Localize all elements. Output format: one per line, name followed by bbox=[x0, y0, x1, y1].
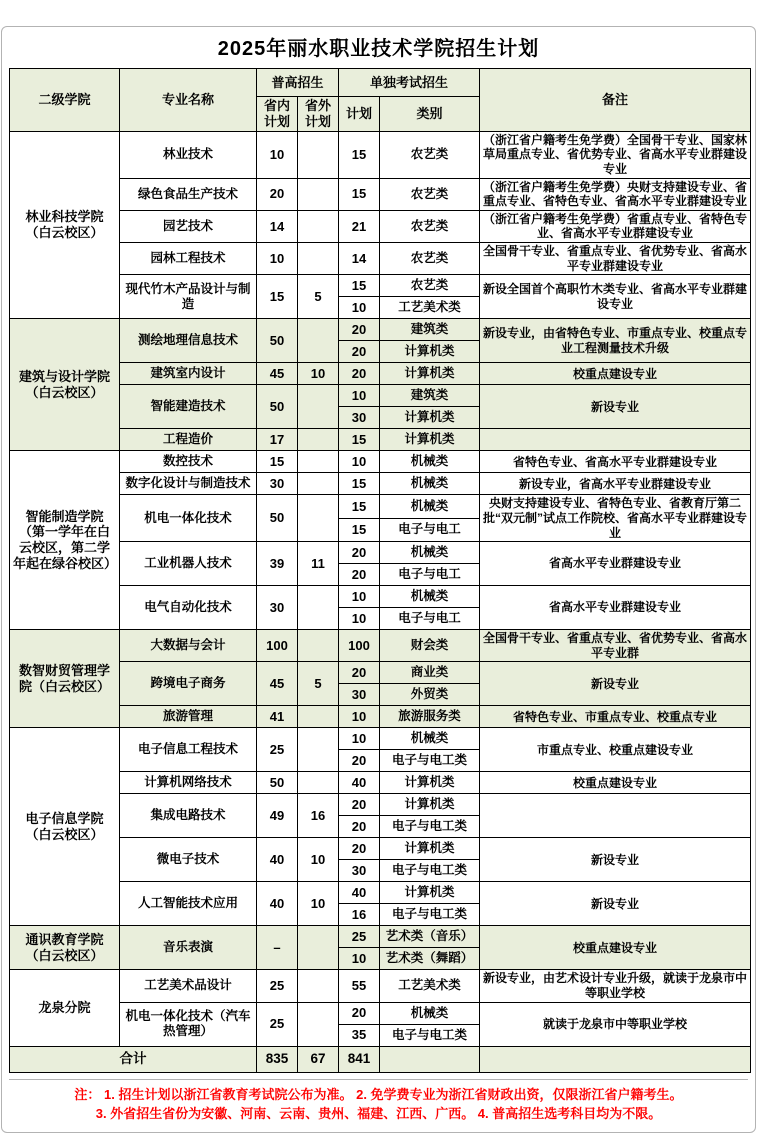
exam-category-cell: 外贸类 bbox=[380, 684, 480, 706]
notes-line-1: 注： 1. 招生计划以浙江省教育考试院公布为准。 2. 免学费专业为浙江省财政出资，仅限浙江省户籍考生。 bbox=[74, 1086, 683, 1102]
exam-plan-cell: 20 bbox=[339, 363, 380, 385]
remark-cell: 新设专业 bbox=[480, 385, 751, 429]
exam-plan-cell: 20 bbox=[339, 341, 380, 363]
exam-category-cell: 计算机类 bbox=[380, 772, 480, 794]
remark-cell: 新设专业 bbox=[480, 662, 751, 706]
header-exam-plan: 计划 bbox=[339, 97, 380, 132]
major-cell: 集成电路技术 bbox=[120, 794, 257, 838]
table-row bbox=[10, 319, 751, 341]
exam-category-cell: 机械类 bbox=[380, 473, 480, 495]
major-cell: 机电一体化技术 bbox=[120, 495, 257, 542]
exam-plan-cell: 25 bbox=[339, 926, 380, 948]
out-province-plan-cell bbox=[298, 429, 339, 451]
out-province-plan-cell bbox=[298, 630, 339, 662]
major-cell: 机电一体化技术（汽车热管理） bbox=[120, 1002, 257, 1046]
exam-plan-cell: 20 bbox=[339, 662, 380, 684]
major-cell: 工艺美术品设计 bbox=[120, 970, 257, 1002]
table-row bbox=[10, 970, 751, 1002]
in-province-plan-cell: 40 bbox=[257, 838, 298, 882]
major-cell: 智能建造技术 bbox=[120, 385, 257, 429]
remark-cell: （浙江省户籍考生免学费）全国骨干专业、国家林草局重点专业、省优势专业、省高水平专业群建设专业 bbox=[480, 131, 751, 178]
remark-cell: （浙江省户籍考生免学费）省重点专业、省特色专业、省高水平专业群建设专业 bbox=[480, 210, 751, 242]
in-province-plan-cell: 25 bbox=[257, 970, 298, 1002]
out-province-plan-cell bbox=[298, 728, 339, 772]
total-in-province-cell: 835 bbox=[257, 1046, 298, 1072]
exam-category-cell: 艺术类（舞蹈） bbox=[380, 948, 480, 970]
out-province-plan-cell: 11 bbox=[298, 542, 339, 586]
in-province-plan-cell: 15 bbox=[257, 275, 298, 319]
header-exam-category: 类别 bbox=[380, 97, 480, 132]
exam-plan-cell: 40 bbox=[339, 882, 380, 904]
remark-cell: （浙江省户籍考生免学费）央财支持建设专业、省重点专业、省特色专业、省高水平专业群建设专业 bbox=[480, 178, 751, 210]
college-cell: 智能制造学院（第一学年在白云校区，第二学年起在绿谷校区） bbox=[10, 451, 120, 630]
exam-plan-cell: 10 bbox=[339, 706, 380, 728]
header-out-province-plan: 省外计划 bbox=[298, 97, 339, 132]
in-province-plan-cell: 14 bbox=[257, 210, 298, 242]
in-province-plan-cell: 50 bbox=[257, 495, 298, 542]
exam-category-cell: 计算机类 bbox=[380, 838, 480, 860]
in-province-plan-cell: 10 bbox=[257, 131, 298, 178]
exam-plan-cell: 15 bbox=[339, 473, 380, 495]
major-cell: 工程造价 bbox=[120, 429, 257, 451]
remark-cell: 新设专业，由省特色专业、市重点专业、校重点专业工程测量技术升级 bbox=[480, 319, 751, 363]
remark-cell: 省高水平专业群建设专业 bbox=[480, 586, 751, 630]
major-cell: 大数据与会计 bbox=[120, 630, 257, 662]
page-frame bbox=[1, 26, 756, 1133]
exam-category-cell: 机械类 bbox=[380, 542, 480, 564]
remark-cell: 新设专业，由艺术设计专业升级，就读于龙泉市中等职业学校 bbox=[480, 970, 751, 1002]
out-province-plan-cell: 10 bbox=[298, 838, 339, 882]
exam-plan-cell: 35 bbox=[339, 1024, 380, 1046]
total-out-province-cell: 67 bbox=[298, 1046, 339, 1072]
exam-category-cell: 电子与电工类 bbox=[380, 816, 480, 838]
total-label-cell: 合计 bbox=[10, 1046, 257, 1072]
exam-category-cell: 计算机类 bbox=[380, 429, 480, 451]
exam-plan-cell: 10 bbox=[339, 728, 380, 750]
exam-plan-cell: 15 bbox=[339, 131, 380, 178]
exam-plan-cell: 20 bbox=[339, 319, 380, 341]
table-row bbox=[10, 243, 751, 275]
in-province-plan-cell: 17 bbox=[257, 429, 298, 451]
out-province-plan-cell bbox=[298, 586, 339, 630]
exam-plan-cell: 20 bbox=[339, 750, 380, 772]
exam-plan-cell: 21 bbox=[339, 210, 380, 242]
out-province-plan-cell: 5 bbox=[298, 662, 339, 706]
remark-cell: 市重点专业、校重点建设专业 bbox=[480, 728, 751, 772]
in-province-plan-cell: 30 bbox=[257, 473, 298, 495]
exam-plan-cell: 20 bbox=[339, 1002, 380, 1024]
major-cell: 计算机网络技术 bbox=[120, 772, 257, 794]
in-province-plan-cell: 30 bbox=[257, 586, 298, 630]
table-row bbox=[10, 882, 751, 904]
exam-category-cell: 艺术类（音乐） bbox=[380, 926, 480, 948]
in-province-plan-cell: 100 bbox=[257, 630, 298, 662]
remark-cell bbox=[480, 429, 751, 451]
major-cell: 数控技术 bbox=[120, 451, 257, 473]
table-row bbox=[10, 451, 751, 473]
in-province-plan-cell: 45 bbox=[257, 662, 298, 706]
out-province-plan-cell bbox=[298, 319, 339, 363]
table-row bbox=[10, 429, 751, 451]
exam-category-cell: 财会类 bbox=[380, 630, 480, 662]
exam-plan-cell: 100 bbox=[339, 630, 380, 662]
exam-category-cell: 农艺类 bbox=[380, 131, 480, 178]
in-province-plan-cell: 25 bbox=[257, 1002, 298, 1046]
header-major: 专业名称 bbox=[120, 69, 257, 132]
in-province-plan-cell: 50 bbox=[257, 385, 298, 429]
exam-plan-cell: 15 bbox=[339, 495, 380, 518]
exam-category-cell: 计算机类 bbox=[380, 794, 480, 816]
exam-plan-cell: 16 bbox=[339, 904, 380, 926]
out-province-plan-cell bbox=[298, 1002, 339, 1046]
remark-cell: 新设专业 bbox=[480, 838, 751, 882]
exam-category-cell: 电子与电工 bbox=[380, 608, 480, 630]
exam-plan-cell: 15 bbox=[339, 429, 380, 451]
out-province-plan-cell bbox=[298, 473, 339, 495]
exam-plan-cell: 30 bbox=[339, 860, 380, 882]
exam-category-cell: 计算机类 bbox=[380, 407, 480, 429]
major-cell: 微电子技术 bbox=[120, 838, 257, 882]
table-row bbox=[10, 495, 751, 518]
header-separate-exam-group: 单独考试招生 bbox=[339, 69, 480, 97]
total-remark-cell bbox=[480, 1046, 751, 1072]
exam-category-cell: 机械类 bbox=[380, 586, 480, 608]
exam-plan-cell: 30 bbox=[339, 684, 380, 706]
exam-plan-cell: 20 bbox=[339, 794, 380, 816]
out-province-plan-cell bbox=[298, 495, 339, 542]
exam-plan-cell: 14 bbox=[339, 243, 380, 275]
header-remark: 备注 bbox=[480, 69, 751, 132]
exam-category-cell: 电子与电工 bbox=[380, 518, 480, 541]
exam-category-cell: 工艺美术类 bbox=[380, 297, 480, 319]
out-province-plan-cell: 5 bbox=[298, 275, 339, 319]
major-cell: 林业技术 bbox=[120, 131, 257, 178]
notes bbox=[9, 1079, 748, 1133]
out-province-plan-cell bbox=[298, 772, 339, 794]
table-row bbox=[10, 794, 751, 816]
table-row bbox=[10, 178, 751, 210]
major-cell: 园艺技术 bbox=[120, 210, 257, 242]
header-in-province-plan: 省内计划 bbox=[257, 97, 298, 132]
exam-plan-cell: 10 bbox=[339, 297, 380, 319]
remark-cell: 就读于龙泉市中等职业学校 bbox=[480, 1002, 751, 1046]
remark-cell: 央财支持建设专业、省特色专业、省教育厅第二批“双元制”试点工作院校、省高水平专业群建设专业 bbox=[480, 495, 751, 542]
major-cell: 工业机器人技术 bbox=[120, 542, 257, 586]
total-category-cell bbox=[380, 1046, 480, 1072]
exam-category-cell: 商业类 bbox=[380, 662, 480, 684]
table-row bbox=[10, 363, 751, 385]
table-row bbox=[10, 630, 751, 662]
table-row bbox=[10, 210, 751, 242]
exam-category-cell: 电子与电工类 bbox=[380, 750, 480, 772]
remark-cell: 全国骨干专业、省重点专业、省优势专业、省高水平专业群 bbox=[480, 630, 751, 662]
in-province-plan-cell: 49 bbox=[257, 794, 298, 838]
remark-cell: 校重点建设专业 bbox=[480, 772, 751, 794]
exam-category-cell: 计算机类 bbox=[380, 882, 480, 904]
table-row bbox=[10, 728, 751, 750]
out-province-plan-cell bbox=[298, 926, 339, 970]
exam-plan-cell: 40 bbox=[339, 772, 380, 794]
out-province-plan-cell bbox=[298, 970, 339, 1002]
remark-cell: 新设全国首个高职竹木类专业、省高水平专业群建设专业 bbox=[480, 275, 751, 319]
in-province-plan-cell: 50 bbox=[257, 319, 298, 363]
remark-cell: 省特色专业、市重点专业、校重点专业 bbox=[480, 706, 751, 728]
exam-category-cell: 电子与电工类 bbox=[380, 1024, 480, 1046]
total-exam-plan-cell: 841 bbox=[339, 1046, 380, 1072]
table-row bbox=[10, 662, 751, 684]
exam-category-cell: 旅游服务类 bbox=[380, 706, 480, 728]
table-row bbox=[10, 275, 751, 297]
admission-plan-table bbox=[9, 68, 751, 1073]
out-province-plan-cell bbox=[298, 210, 339, 242]
exam-category-cell: 机械类 bbox=[380, 1002, 480, 1024]
college-cell: 电子信息学院（白云校区） bbox=[10, 728, 120, 926]
out-province-plan-cell bbox=[298, 451, 339, 473]
exam-plan-cell: 20 bbox=[339, 816, 380, 838]
major-cell: 电气自动化技术 bbox=[120, 586, 257, 630]
table-row bbox=[10, 473, 751, 495]
out-province-plan-cell bbox=[298, 178, 339, 210]
in-province-plan-cell: 15 bbox=[257, 451, 298, 473]
exam-plan-cell: 10 bbox=[339, 608, 380, 630]
exam-plan-cell: 15 bbox=[339, 178, 380, 210]
in-province-plan-cell: 45 bbox=[257, 363, 298, 385]
out-province-plan-cell: 10 bbox=[298, 882, 339, 926]
exam-category-cell: 电子与电工类 bbox=[380, 860, 480, 882]
remark-cell: 新设专业 bbox=[480, 882, 751, 926]
header-regular-group: 普高招生 bbox=[257, 69, 339, 97]
college-cell: 通识教育学院（白云校区） bbox=[10, 926, 120, 970]
remark-cell: 省特色专业、省高水平专业群建设专业 bbox=[480, 451, 751, 473]
notes-line-2: 3. 外省招生省份为安徽、河南、云南、贵州、福建、江西、广西。 4. 普高招生选考科目均为不限。 bbox=[95, 1105, 662, 1121]
exam-plan-cell: 10 bbox=[339, 586, 380, 608]
remark-cell bbox=[480, 794, 751, 838]
out-province-plan-cell bbox=[298, 385, 339, 429]
exam-plan-cell: 30 bbox=[339, 407, 380, 429]
page-title: 2025年丽水职业技术学院招生计划 bbox=[217, 38, 540, 60]
exam-plan-cell: 10 bbox=[339, 451, 380, 473]
exam-plan-cell: 20 bbox=[339, 564, 380, 586]
major-cell: 园林工程技术 bbox=[120, 243, 257, 275]
in-province-plan-cell: 10 bbox=[257, 243, 298, 275]
exam-category-cell: 机械类 bbox=[380, 495, 480, 518]
exam-plan-cell: 15 bbox=[339, 518, 380, 541]
major-cell: 跨境电子商务 bbox=[120, 662, 257, 706]
header-row-groups bbox=[10, 69, 751, 97]
exam-category-cell: 建筑类 bbox=[380, 319, 480, 341]
in-province-plan-cell: 41 bbox=[257, 706, 298, 728]
table-row bbox=[10, 772, 751, 794]
table-row bbox=[10, 542, 751, 564]
exam-plan-cell: 10 bbox=[339, 948, 380, 970]
table-body bbox=[10, 131, 751, 1046]
table-row bbox=[10, 586, 751, 608]
major-cell: 现代竹木产品设计与制造 bbox=[120, 275, 257, 319]
college-cell: 建筑与设计学院（白云校区） bbox=[10, 319, 120, 451]
major-cell: 旅游管理 bbox=[120, 706, 257, 728]
exam-category-cell: 电子与电工类 bbox=[380, 904, 480, 926]
in-province-plan-cell: – bbox=[257, 926, 298, 970]
major-cell: 音乐表演 bbox=[120, 926, 257, 970]
college-cell: 数智财贸管理学院（白云校区） bbox=[10, 630, 120, 728]
exam-category-cell: 农艺类 bbox=[380, 178, 480, 210]
major-cell: 绿色食品生产技术 bbox=[120, 178, 257, 210]
total-row bbox=[10, 1046, 751, 1072]
in-province-plan-cell: 50 bbox=[257, 772, 298, 794]
major-cell: 建筑室内设计 bbox=[120, 363, 257, 385]
table-row bbox=[10, 838, 751, 860]
exam-category-cell: 机械类 bbox=[380, 728, 480, 750]
exam-plan-cell: 20 bbox=[339, 542, 380, 564]
exam-category-cell: 农艺类 bbox=[380, 243, 480, 275]
exam-category-cell: 计算机类 bbox=[380, 363, 480, 385]
out-province-plan-cell: 10 bbox=[298, 363, 339, 385]
table-row bbox=[10, 131, 751, 178]
table-row bbox=[10, 385, 751, 407]
remark-cell: 省高水平专业群建设专业 bbox=[480, 542, 751, 586]
out-province-plan-cell: 16 bbox=[298, 794, 339, 838]
exam-category-cell: 农艺类 bbox=[380, 210, 480, 242]
in-province-plan-cell: 39 bbox=[257, 542, 298, 586]
header-college: 二级学院 bbox=[10, 69, 120, 132]
table-header bbox=[10, 69, 751, 132]
remark-cell: 校重点建设专业 bbox=[480, 363, 751, 385]
in-province-plan-cell: 40 bbox=[257, 882, 298, 926]
table-row bbox=[10, 926, 751, 948]
in-province-plan-cell: 20 bbox=[257, 178, 298, 210]
exam-plan-cell: 15 bbox=[339, 275, 380, 297]
in-province-plan-cell: 25 bbox=[257, 728, 298, 772]
college-cell: 龙泉分院 bbox=[10, 970, 120, 1046]
major-cell: 电子信息工程技术 bbox=[120, 728, 257, 772]
exam-category-cell: 建筑类 bbox=[380, 385, 480, 407]
table-row bbox=[10, 706, 751, 728]
major-cell: 数字化设计与制造技术 bbox=[120, 473, 257, 495]
exam-category-cell: 农艺类 bbox=[380, 275, 480, 297]
exam-category-cell: 机械类 bbox=[380, 451, 480, 473]
exam-category-cell: 工艺美术类 bbox=[380, 970, 480, 1002]
remark-cell: 新设专业，省高水平专业群建设专业 bbox=[480, 473, 751, 495]
out-province-plan-cell bbox=[298, 131, 339, 178]
major-cell: 人工智能技术应用 bbox=[120, 882, 257, 926]
out-province-plan-cell bbox=[298, 243, 339, 275]
table-row bbox=[10, 1002, 751, 1024]
remark-cell: 校重点建设专业 bbox=[480, 926, 751, 970]
exam-category-cell: 电子与电工 bbox=[380, 564, 480, 586]
remark-cell: 全国骨干专业、省重点专业、省优势专业、省高水平专业群建设专业 bbox=[480, 243, 751, 275]
major-cell: 测绘地理信息技术 bbox=[120, 319, 257, 363]
exam-plan-cell: 20 bbox=[339, 838, 380, 860]
exam-plan-cell: 10 bbox=[339, 385, 380, 407]
exam-plan-cell: 55 bbox=[339, 970, 380, 1002]
college-cell: 林业科技学院（白云校区） bbox=[10, 131, 120, 319]
exam-category-cell: 计算机类 bbox=[380, 341, 480, 363]
out-province-plan-cell bbox=[298, 706, 339, 728]
